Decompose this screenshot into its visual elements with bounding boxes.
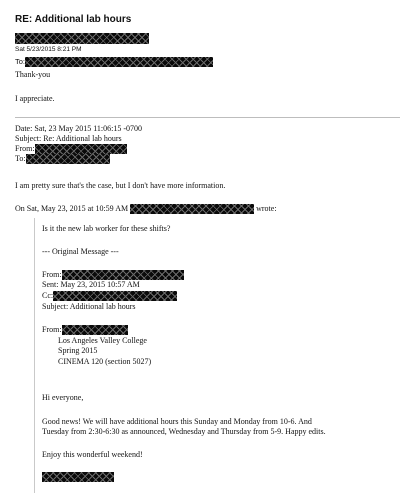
reply-line-1: Thank-you xyxy=(15,70,51,79)
fwd-date-line: Date: Sat, 23 May 2015 11:06:15 -0700 xyxy=(15,124,143,133)
quoted-cc-label: Cc: xyxy=(42,291,54,300)
original-message-marker: --- Original Message --- xyxy=(42,247,119,256)
quoted-closing: Enjoy this wonderful weekend! xyxy=(42,450,143,459)
to-label: To: xyxy=(15,57,26,66)
redacted-author xyxy=(130,204,254,214)
quoted-from-line xyxy=(42,270,184,280)
attribution-prefix: On Sat, May 23, 2015 at 10:59 AM xyxy=(15,204,129,213)
quoted-greeting: Hi everyone, xyxy=(42,393,84,402)
email-date: Sat 5/23/2015 8:21 PM xyxy=(15,46,82,53)
redacted-to xyxy=(26,154,110,164)
redacted-sender xyxy=(15,33,149,44)
to-line xyxy=(15,57,213,67)
attribution-line xyxy=(15,204,277,214)
quoted-sent-line: Sent: May 23, 2015 10:57 AM xyxy=(42,280,140,289)
fwd-to-line xyxy=(15,154,110,164)
fwd-from-label: From: xyxy=(15,144,35,153)
redacted-quoted-from2 xyxy=(62,325,128,335)
email-subject: RE: Additional lab hours xyxy=(15,14,132,25)
quoted-question: Is it the new lab worker for these shifts? xyxy=(42,224,171,233)
quoted-subject-line: Subject: Additional lab hours xyxy=(42,302,136,311)
org-line-1: Los Angeles Valley College xyxy=(58,336,147,345)
message-body: I am pretty sure that's the case, but I don't have more information. xyxy=(15,181,226,190)
reply-line-2: I appreciate. xyxy=(15,94,55,103)
redacted-quoted-from xyxy=(62,270,184,280)
redacted-signature xyxy=(42,472,114,482)
fwd-subject-line: Subject: Re: Additional lab hours xyxy=(15,134,122,143)
fwd-to-label: To: xyxy=(15,154,26,163)
redacted-cc xyxy=(53,291,177,301)
quoted-from2-label: From: xyxy=(42,325,62,334)
org-line-3: CINEMA 120 (section 5027) xyxy=(58,357,152,366)
fwd-from-line xyxy=(15,144,127,154)
message-divider xyxy=(15,117,400,118)
quoted-body-line-1: Good news! We will have additional hours this Sunday and Monday from 10-6. And xyxy=(42,417,312,426)
redacted-recipient xyxy=(25,57,213,67)
quoted-body-line-2: Tuesday from 2:30-6:30 as announced, Wednesday and Thursday from 5-9. Happy edits. xyxy=(42,427,326,436)
quoted-from-label: From: xyxy=(42,270,62,279)
quoted-cc-line xyxy=(42,291,177,301)
attribution-suffix: wrote: xyxy=(256,204,277,213)
redacted-from xyxy=(35,144,127,154)
quoted-from2-line xyxy=(42,325,128,335)
org-line-2: Spring 2015 xyxy=(58,346,98,355)
quote-bar xyxy=(34,218,35,493)
